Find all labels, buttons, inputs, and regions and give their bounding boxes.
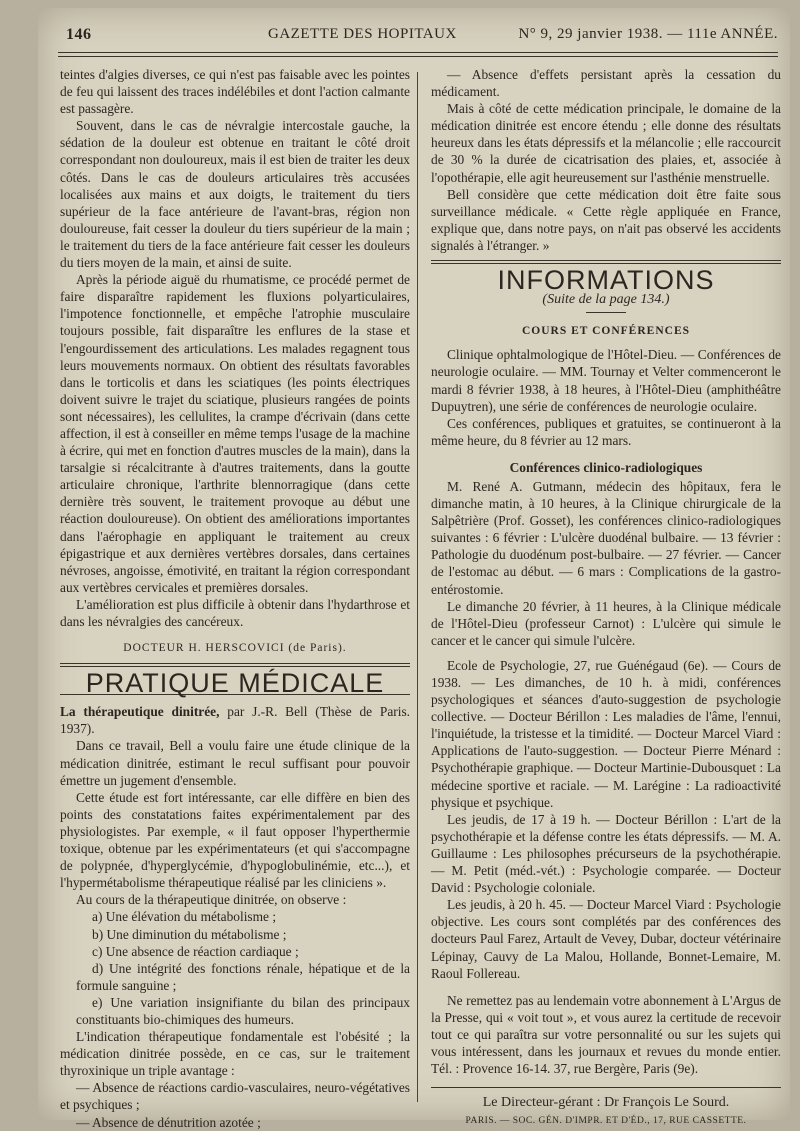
reference-title: La thérapeutique dinitrée, <box>60 704 220 720</box>
section-rule-thin <box>431 263 781 264</box>
info-title: INFORMATIONS <box>497 265 715 296</box>
column-separator <box>417 72 418 1102</box>
paragraph: Mais à côté de cette médication principale, le domaine de la médication dinitrée est encore étendu ; elle donne des résultats heureux dans les états dépressifs et la mélancolie ; elle raccourcit de 30 % la durée de cicatrisation des plaies, et, associée à l'opothérapie, elle agit heureusement sur l'asthénie menstruelle. <box>431 101 781 185</box>
author-signature: DOCTEUR H. HERSCOVICI (de Paris). <box>123 642 347 655</box>
paragraph: Les jeudis, à 20 h. 45. — Docteur Marcel Viard : Psychologie objective. Les cours sont complétés par des conférences des docteurs Paul Farez, Artault de Vevey, Dubar, docteur vétérinaire Lépinay, Cauvy de La Malou, Hollande, Bonnet-Lemaire, M. Raoul Follereau. <box>431 897 781 981</box>
paragraph: — Absence de dénutrition azotée ; <box>76 1114 261 1130</box>
info-subtitle: (Suite de la page 134.) <box>542 292 670 308</box>
list-item: e) Une variation insignifiante du bilan des principaux constituants bio-chimiques des humeurs. <box>76 994 410 1027</box>
paragraph: M. René A. Gutmann, médecin des hôpitaux, fera le dimanche matin, à 10 heures, à la Clinique chirurgicale de la Salpêtrière (Prof. Gosset), les conférences clinico-radiologiques suivantes : 6 février : L'ulcère duodénal bulbaire. — 13 février : Pathologie du duodénum post-bulbaire. — 27 février. — Cancer de l'estomac au début. — 6 mars : Complications de la gastro-entérostomie. <box>431 478 781 597</box>
list-item: a) Une élévation du métabolisme ; <box>92 909 277 925</box>
paragraph: — Absence de réactions cardio-vasculaires, neuro-végétatives et psychiques ; <box>60 1080 410 1113</box>
short-rule <box>586 312 626 313</box>
page-number: 146 <box>66 26 92 43</box>
reference-source: par J.-R. Bell (Thèse de Paris. 1937). <box>60 704 410 737</box>
paragraph: Dans ce travail, Bell a voulu faire une étude clinique de la médication dinitrée, estimant le recul suffisant pour pouvoir émettre un jugement d'ensemble. <box>60 738 410 788</box>
left-column <box>60 66 410 1131</box>
journal-title: GAZETTE DES HOPITAUX <box>268 26 457 42</box>
paragraph: Les jeudis, de 17 à 19 h. — Docteur Bérillon : L'art de la psychothérapie et la défense contre les états dépressifs. — M. A. Guillaume : Les philosophes précurseurs de la psychothérapie. — M. Petit (méd.-vét.) : Psychologie comparée. — Docteur David : Psychologie coloniale. <box>431 811 781 896</box>
section-rule-thin <box>60 666 410 667</box>
section-rule <box>431 260 781 261</box>
paragraph: Clinique ophtalmologique de l'Hôtel-Dieu. — Conférences de neurologie oculaire. — MM. Tournay et Velter commenceront le mardi 8 février 1938, à 18 heures, à l'Hôtel-Dieu (amphithéâtre Dupuytren), une série de conférences de neurologie oculaire. <box>431 347 781 414</box>
advertisement: Ne remettez pas au lendemain votre abonnement à L'Argus de la Presse, qui « voit tout », et vous aurez la certitude de recevoir tout ce qui paraîtra sur votre personnalité ou sur les sujets qui vous intéressent, dans les journaux et revues du monde entier. Tél. : Provence 16-14. 37, rue Bergère, Paris (9e). <box>431 992 781 1077</box>
paragraph: Le dimanche 20 février, à 11 heures, à la Clinique médicale de l'Hôtel-Dieu (professeur Carnot) : L'ulcère qui simule le cancer et le cancer qui simule l'ulcère. <box>431 598 781 648</box>
courses-heading: COURS ET CONFÉRENCES <box>521 325 691 338</box>
paragraph: Ces conférences, publiques et gratuites, se continueront à la même heure, du 8 février au 12 mars. <box>431 415 781 448</box>
paragraph: teintes d'algies diverses, ce qui n'est pas faisable avec les pointes de feu qui laissent des traces indélébiles et dont l'action calmante est passagère. <box>60 67 410 117</box>
reference-heading <box>60 703 410 737</box>
section-title: PRATIQUE MÉDICALE <box>85 668 385 699</box>
list-item: b) Une diminution du métabolisme ; <box>92 926 287 942</box>
paragraph: — Absence d'effets persistant après la cessation du médicament. <box>431 67 781 100</box>
list-item: d) Une intégrité des fonctions rénale, hépatique et de la formule sanguine ; <box>76 960 410 993</box>
paragraph: Après la période aiguë du rhumatisme, ce procédé permet de faire disparaître rapidement les fluxions polyarticulaires, l'impotence fonctionnelle, et empêche l'atrophie musculaire toujours possible, fait disparaître les enflures de la stase et l'engourdissement des articulations. Les malades regagnent tous leurs mouvements normaux. On obtient des résultats favorables dans le torticolis et dans les sciatiques (les points électriques doivent suivre le trajet du sciatique, plusieurs rangées de points sont nécessaires), les cellulites, la crampe d'écrivain (dans cette affection, il est à conseiller en même temps l'usage de la machine à écrire, qui met en fonction d'autres muscles de la main), dans la tarsalgie si récalcitrante à d'autres traitements, dans la goutte articulaire chronique, l'arthrite blennorragique (dans cette dernière très souvent, le traitement provoque au début une réaction douloureuse). On obtient des améliorations importantes dans l'aérophagie en appliquant le traitement au creux épigastrique et aux dernières vertèbres dorsales, dans certaines névroses, angoisse, émotivité, en traitant la région correspondant aux vertèbres cervicales et premières dorsales. <box>60 272 410 595</box>
paragraph: Bell considère que cette médication doit être faite sous surveillance médicale. « Cette règle appliquée en France, explique que, dans notre pays, on n'ait pas observé les accidents signalés à l'étranger. » <box>431 186 781 253</box>
paragraph: L'indication thérapeutique fondamentale est l'obésité ; la médication dinitrée possède, en ce cas, sur le traitement thyroxinique un triple avantage : <box>60 1029 410 1079</box>
paragraph: Au cours de la thérapeutique dinitrée, on observe : <box>76 892 347 908</box>
conferences-heading: Conférences clinico-radiologiques <box>509 459 703 475</box>
imprimerie-line: PARIS. — SOC. GÉN. D'IMPR. ET D'ÉD., 17, RUE CASSETTE. <box>465 1116 747 1127</box>
paragraph: L'amélioration est plus difficile à obtenir dans l'hydarthrose et dans les névralgies des cancéreux. <box>60 596 410 629</box>
paragraph: Cette étude est fort intéressante, car elle diffère en bien des points des constatations faites expérimentalement par des physiologistes. Par exemple, « il faut opposer l'hyperthermie toxique, obtenue par les expérimentateurs (et qui s'accompagne de polypnée, d'hyperglycémie, d'hypoglobulinémie, etc...), et l'hypermétabolisme thérapeutique réalisé par les cliniciens ». <box>60 789 410 891</box>
section-rule <box>60 663 410 664</box>
newspaper-page <box>38 8 790 1130</box>
issue-info: N° 9, 29 janvier 1938. — 111e ANNÉE. <box>518 26 778 42</box>
header-rule-thin <box>58 56 778 57</box>
list-item: c) Une absence de réaction cardiaque ; <box>92 943 299 959</box>
colophon <box>431 1087 781 1130</box>
paragraph: Ecole de Psychologie, 27, rue Guénégaud (6e). — Cours de 1938. — Les dimanches, de 10 h. à midi, conférences psychologiques et séances d'auto-suggestion de psychologie collective. — Docteur Bérillon : Les maladies de l'âme, l'ennui, l'inquiétude, la tristesse et la timidité. — Docteur Marcel Viard : Applications de l'auto-suggestion. — Docteur Pierre Ménard : Psychothérapie graphique. — Docteur Martinie-Dubousquet : La médecine sportive et raciale. — M. Larégine : La radioactivité physique et psychique. <box>431 657 781 810</box>
page-header <box>58 20 778 50</box>
right-column <box>431 66 781 1130</box>
header-rule <box>58 52 778 53</box>
paragraph: Souvent, dans le cas de névralgie intercostale gauche, la sédation de la douleur est obtenue en traitant le côté droit correspondant non douloureux, mais il est bien de traiter les deux côtés. Dans le cas de douleurs articulaires très accusées localisées aux mains et aux doigts, le traitement du tiers supérieur de la face antérieure de l'avant-bras, région non douloureuse, fait cesser la douleur du tiers supérieur de la main ; le traitement du tiers de la face antérieure fait cesser les douleurs du tiers moyen de la main, et ainsi de suite. <box>60 118 410 271</box>
directeur-line: Le Directeur-gérant : Dr François Le Sourd. <box>482 1095 730 1111</box>
